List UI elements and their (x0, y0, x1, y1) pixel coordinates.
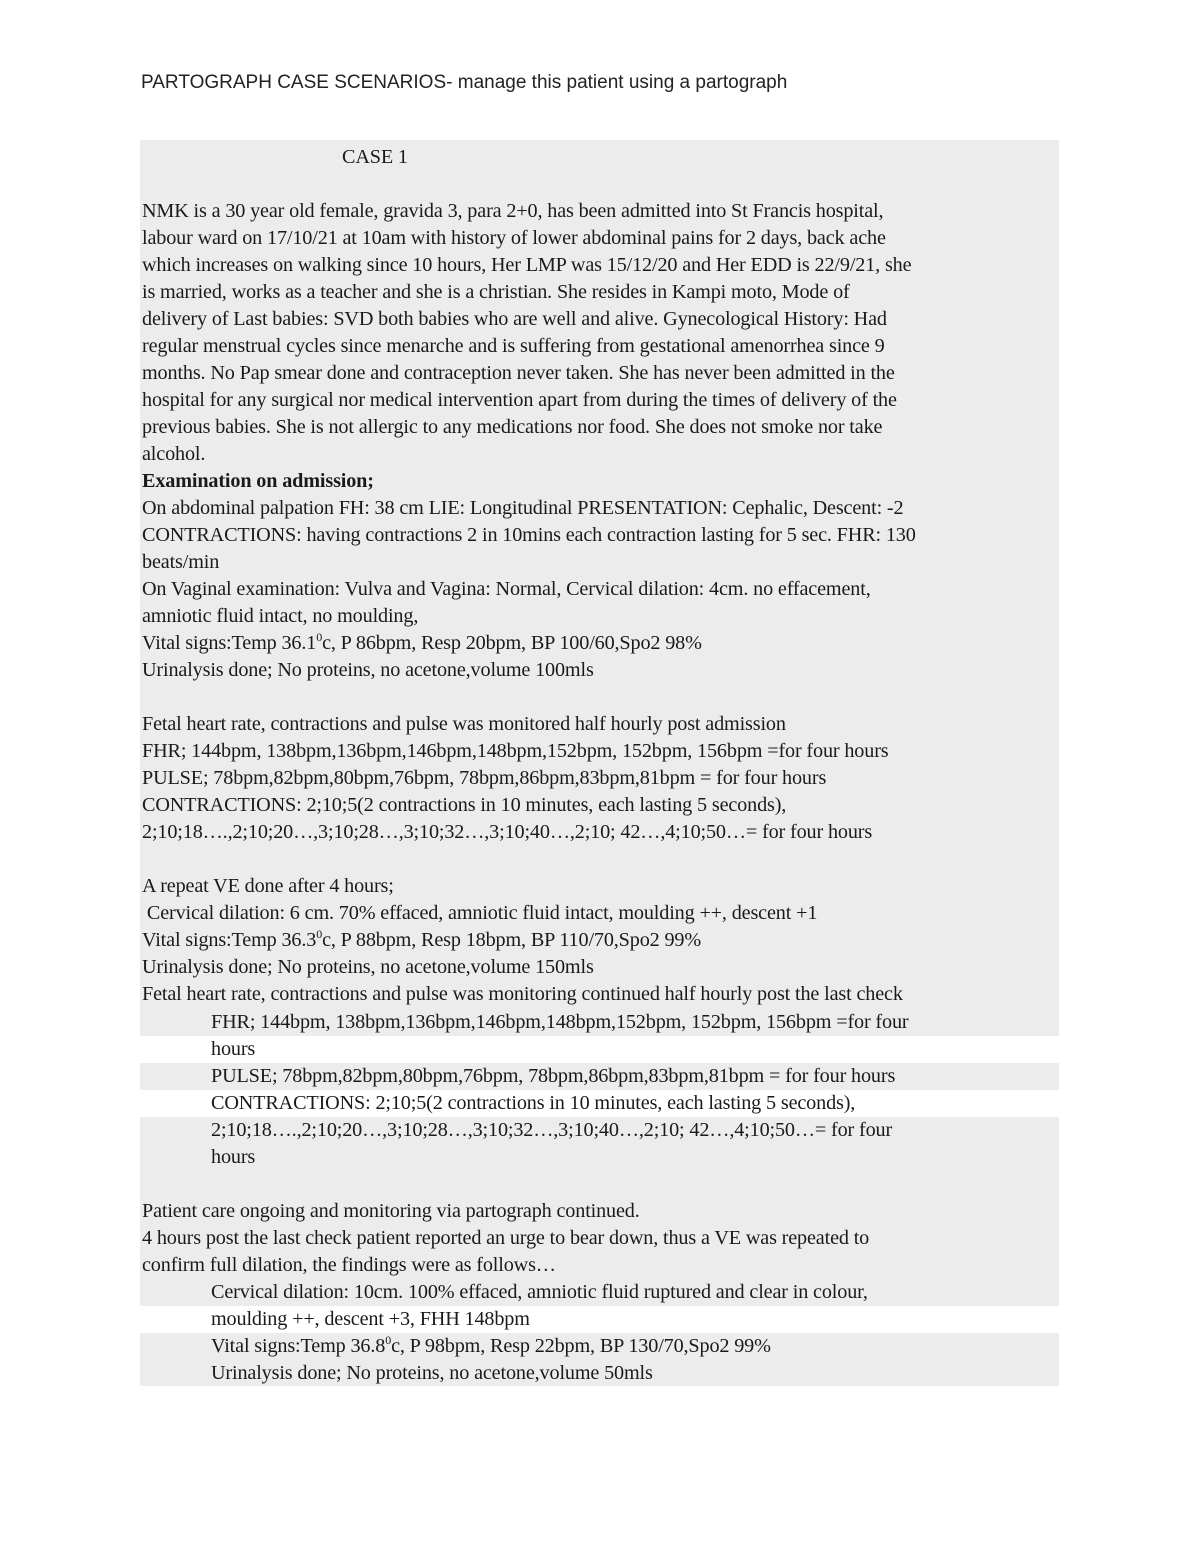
exam-heading: Examination on admission; (142, 470, 374, 492)
monitoring-line: 2;10;18….,2;10;20…,3;10;28…,3;10;32…,3;10;40…,2;10; 42…,4;10;50…= for four (211, 1119, 893, 1141)
monitoring-line: Fetal heart rate, contractions and pulse was monitored half hourly post admission (142, 713, 786, 735)
vital-signs-repeat: Vital signs:Temp 36.3$^0$c, P 88bpm, Resp 18bpm, BP 110/70,Spo2 99% (142, 927, 702, 951)
history-line: labour ward on 17/10/21 at 10am with history of lower abdominal pains for 2 days, back ache (142, 227, 886, 249)
monitoring-line: FHR; 144bpm, 138bpm,136bpm,146bpm,148bpm,152bpm, 152bpm, 156bpm =for four hours (142, 740, 889, 762)
final-ve-line: moulding ++, descent +3, FHH 148bpm (211, 1308, 530, 1330)
final-ve-line: Cervical dilation: 10cm. 100% effaced, amniotic fluid ruptured and clear in colour, (211, 1281, 868, 1303)
exam-line: CONTRACTIONS: having contractions 2 in 10mins each contraction lasting for 5 sec. FHR: 130 (142, 524, 916, 546)
history-line: NMK is a 30 year old female, gravida 3, para 2+0, has been admitted into St Francis hospital, (142, 200, 884, 222)
history-line: hospital for any surgical nor medical intervention apart from during the times of delivery of the (142, 389, 897, 411)
document-title: PARTOGRAPH CASE SCENARIOS- manage this patient using a partograph (141, 72, 788, 93)
history-line: is married, works as a teacher and she is a christian. She resides in Kampi moto, Mode of (142, 281, 850, 303)
urinalysis-admission: Urinalysis done; No proteins, no acetone,volume 100mls (142, 659, 594, 681)
monitoring-line: CONTRACTIONS: 2;10;5(2 contractions in 10 minutes, each lasting 5 seconds), (142, 794, 787, 816)
exam-line: amniotic fluid intact, no moulding, (142, 605, 419, 627)
history-line: regular menstrual cycles since menarche and is suffering from gestational amenorrhea since 9 (142, 335, 885, 357)
exam-line: beats/min (142, 551, 220, 573)
repeat-ve-line: A repeat VE done after 4 hours; (142, 875, 394, 897)
shade-gap (140, 1036, 1059, 1063)
monitoring-line: PULSE; 78bpm,82bpm,80bpm,76bpm, 78bpm,86bpm,83bpm,81bpm = for four hours (211, 1065, 896, 1087)
case-heading: CASE 1 (342, 146, 408, 168)
history-line: previous babies. She is not allergic to any medications nor food. She does not smoke nor take (142, 416, 883, 438)
exam-line: On abdominal palpation FH: 38 cm LIE: Longitudinal PRESENTATION: Cephalic, Descent: -2 (142, 497, 904, 519)
monitoring-line: CONTRACTIONS: 2;10;5(2 contractions in 10 minutes, each lasting 5 seconds), (211, 1092, 856, 1114)
final-line: Patient care ongoing and monitoring via partograph continued. (142, 1200, 640, 1222)
history-line: which increases on walking since 10 hours, Her LMP was 15/12/20 and Her EDD is 22/9/21, she (142, 254, 912, 276)
exam-line: On Vaginal examination: Vulva and Vagina: Normal, Cervical dilation: 4cm. no effacement, (142, 578, 871, 600)
vital-signs-final: Vital signs:Temp 36.8$^0$c, P 98bpm, Resp 22bpm, BP 130/70,Spo2 99% (211, 1333, 771, 1357)
monitoring-intro: Fetal heart rate, contractions and pulse was monitoring continued half hourly post the last check (142, 983, 903, 1005)
repeat-ve-line: Cervical dilation: 6 cm. 70% effaced, amniotic fluid intact, moulding ++, descent +1 (142, 902, 818, 924)
history-line: delivery of Last babies: SVD both babies who are well and alive. Gynecological History: Had (142, 308, 887, 330)
final-line: 4 hours post the last check patient reported an urge to bear down, thus a VE was repeated to (142, 1227, 870, 1249)
monitoring-line: PULSE; 78bpm,82bpm,80bpm,76bpm, 78bpm,86bpm,83bpm,81bpm = for four hours (142, 767, 827, 789)
urinalysis-final: Urinalysis done; No proteins, no acetone,volume 50mls (211, 1362, 653, 1384)
history-line: alcohol. (142, 443, 206, 465)
monitoring-line: hours (211, 1038, 256, 1060)
vital-signs-admission: Vital signs:Temp 36.1$^0$c, P 86bpm, Resp 20bpm, BP 100/60,Spo2 98% (142, 630, 702, 654)
final-line: confirm full dilation, the findings were as follows… (142, 1254, 556, 1276)
monitoring-line: 2;10;18….,2;10;20…,3;10;28…,3;10;32…,3;10;40…,2;10; 42…,4;10;50…= for four hours (142, 821, 873, 843)
history-line: months. No Pap smear done and contraception never taken. She has never been admitted in the (142, 362, 895, 384)
monitoring-line: hours (211, 1146, 256, 1168)
monitoring-line: FHR; 144bpm, 138bpm,136bpm,146bpm,148bpm,152bpm, 152bpm, 156bpm =for four (211, 1011, 909, 1033)
urinalysis-repeat: Urinalysis done; No proteins, no acetone,volume 150mls (142, 956, 594, 978)
